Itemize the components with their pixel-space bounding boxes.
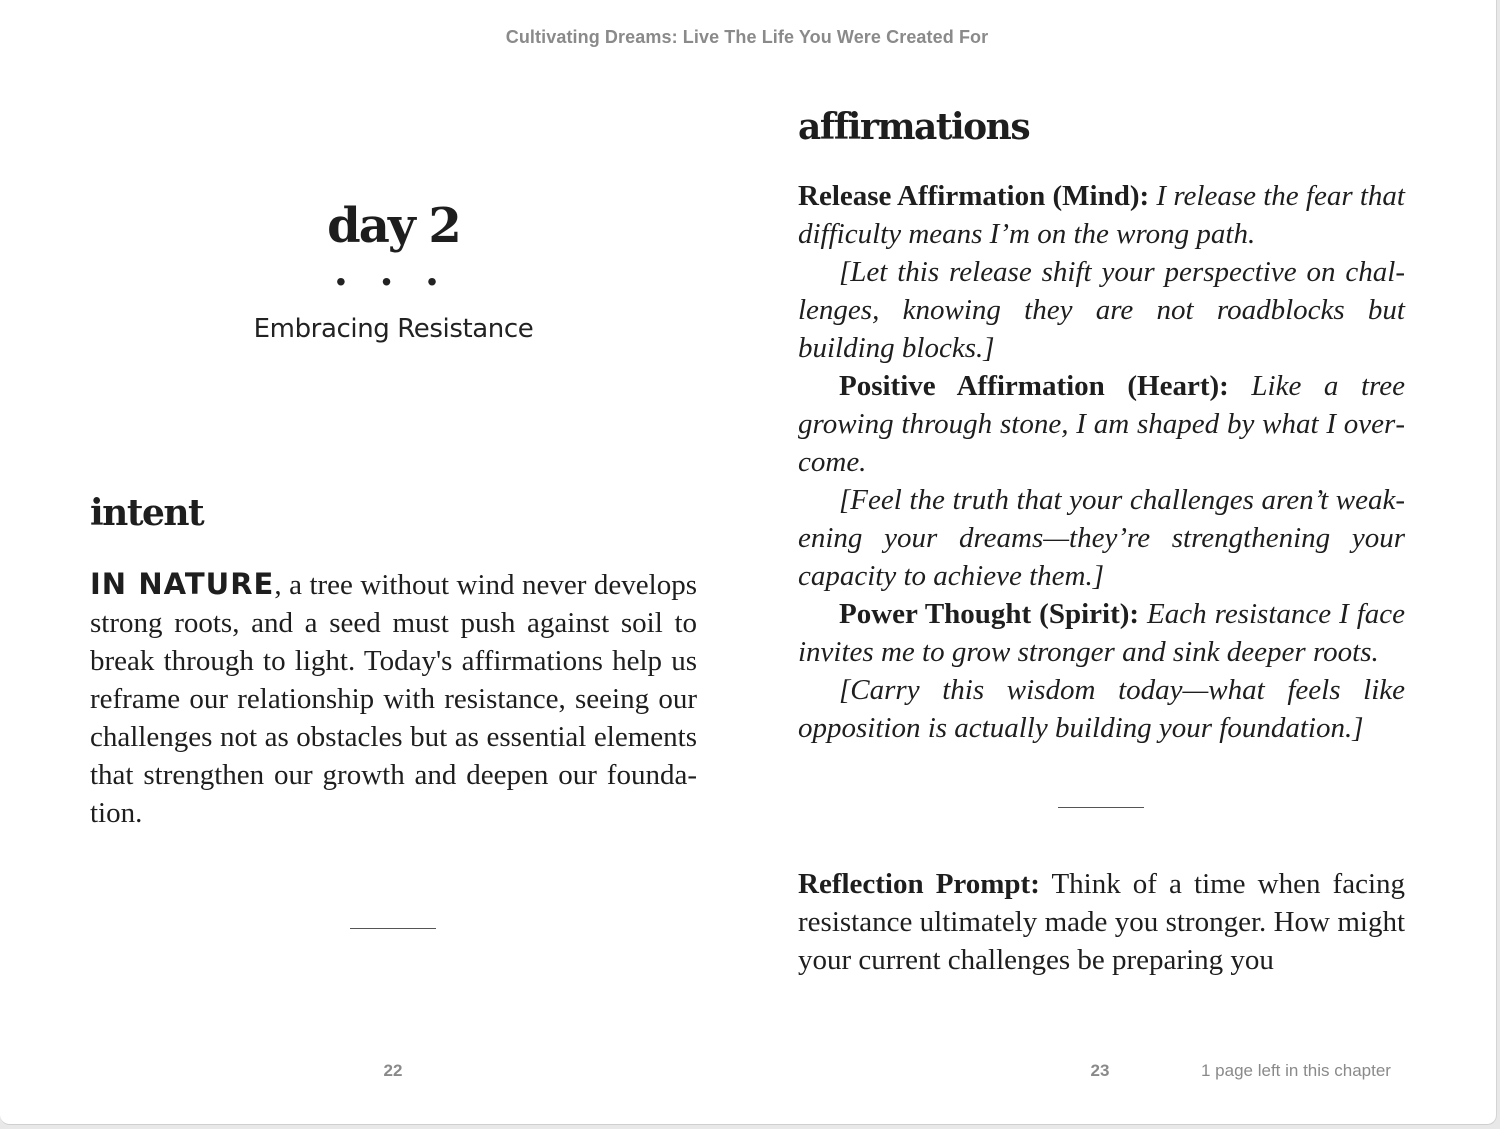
page-number-right: 23 xyxy=(1090,1061,1110,1080)
power-text: Each resistance I face invites me to grow stronger and sink deeper roots. xyxy=(798,598,1406,668)
positive-text: Like a tree growing through stone, I am shaped by what I overcome. xyxy=(798,370,1405,478)
power-note: [Carry this wisdom today—what feels like opposition is actually building your foundation.] xyxy=(798,674,1405,744)
reflection-prompt xyxy=(798,865,1405,979)
page-number-left: 22 xyxy=(383,1061,403,1080)
power-label: Power Thought (Spirit): xyxy=(839,598,1140,630)
affirmations-block xyxy=(798,177,1405,747)
intent-heading: intent xyxy=(90,492,204,534)
section-divider xyxy=(350,928,436,929)
power-thought xyxy=(798,595,1405,671)
affirmations-heading: affirmations xyxy=(798,106,1030,148)
right-page[interactable] xyxy=(798,0,1405,1125)
positive-note: [Feel the truth that your challenges aren’t weakening your dreams—they’re strengthening your capacity to achieve them.] xyxy=(798,484,1405,592)
intent-body-text: , a tree without wind never develops strong roots, and a seed must push against soil to break through to light. Today's affirmations help us reframe our relationship with resistance, seeing our challenges not as obstacles but as essential elements that strengthen our growth and deepen our foundation. xyxy=(90,569,697,829)
ornament-dots: • • • xyxy=(336,266,451,297)
release-label: Release Affirmation (Mind): xyxy=(798,180,1150,212)
reflection-label: Reflection Prompt: xyxy=(798,868,1040,900)
intent-paragraph xyxy=(90,565,697,832)
section-divider xyxy=(1058,807,1144,808)
release-affirmation xyxy=(798,177,1405,253)
chapter-subtitle: Embracing Resistance xyxy=(253,314,534,344)
reflection-text: Think of a time when facing resistance ultimately made you stronger. How might your current challenges be preparing you xyxy=(798,868,1406,976)
positive-label: Positive Affirmation (Heart): xyxy=(839,370,1229,402)
pages-left-in-chapter: 1 page left in this chapter xyxy=(1201,1061,1391,1080)
release-text: I release the fear that difficulty means I’m on the wrong path. xyxy=(798,180,1405,250)
day-title: day 2 xyxy=(327,198,460,254)
book-title: Cultivating Dreams: Live The Life You Were Created For xyxy=(505,27,989,47)
left-page[interactable] xyxy=(90,0,697,1125)
intent-lead-caps: IN NATURE xyxy=(90,567,275,601)
positive-affirmation xyxy=(798,367,1405,481)
release-note: [Let this release shift your perspective on challenges, knowing they are not roadblocks but building blocks.] xyxy=(798,256,1405,364)
